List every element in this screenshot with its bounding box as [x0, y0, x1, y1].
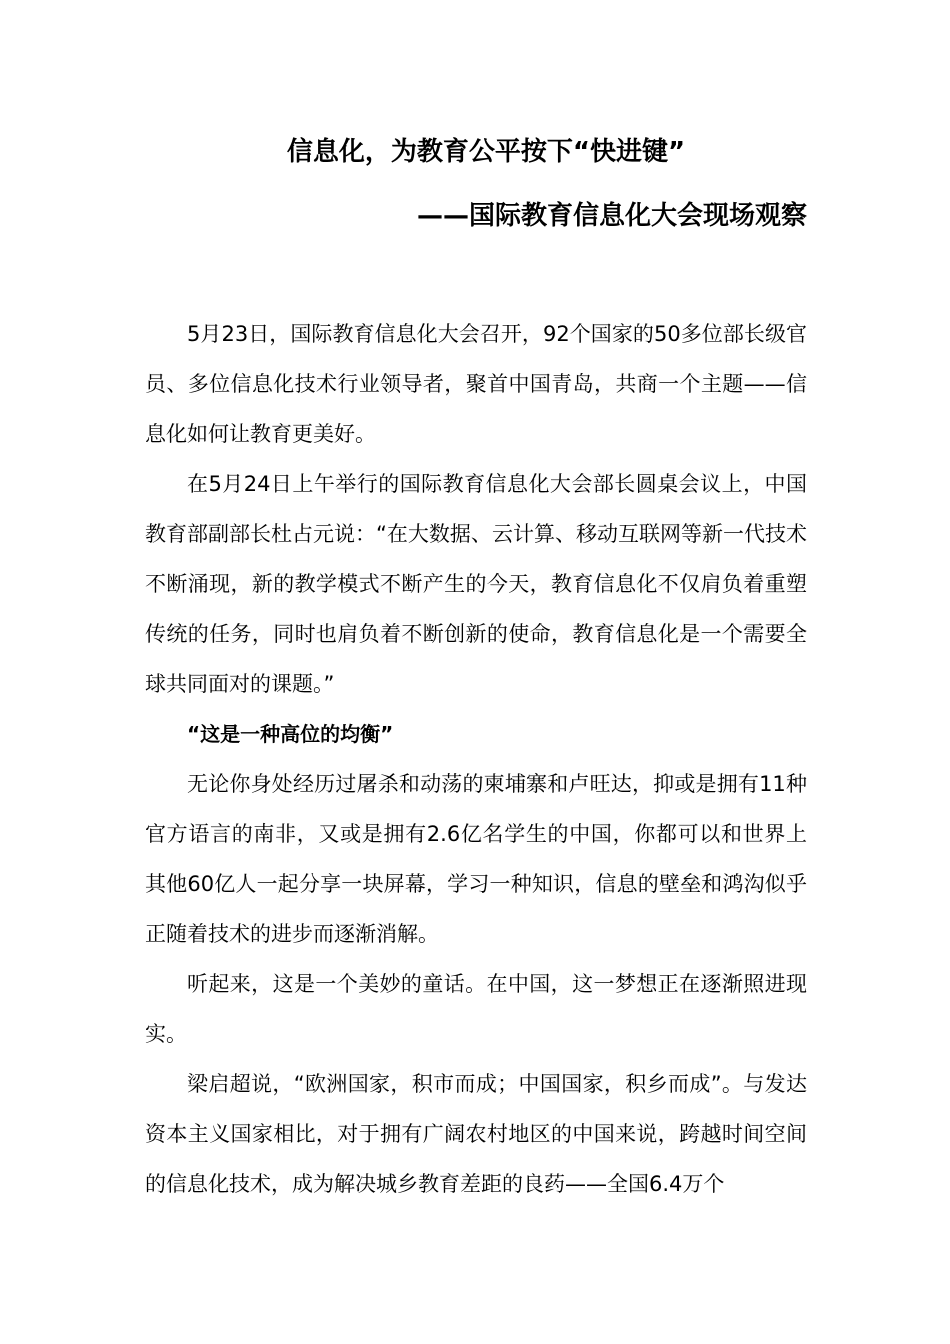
- body-paragraph: 无论你身处经历过屠杀和动荡的柬埔寨和卢旺达，抑或是拥有11种官方语言的南非，又或是拥有2.6亿名学生的中国，你都可以和世界上其他60亿人一起分享一块屏幕，学习一种知识，信息的壁垒和鸿沟似乎正随着技术的进步而逐渐消解。: [145, 772, 807, 946]
- body-paragraph: 听起来，这是一个美妙的童话。在中国，这一梦想正在逐渐照进现实。: [145, 972, 807, 1046]
- document-body: [145, 309, 807, 1209]
- body-paragraph: 5月23日，国际教育信息化大会召开，92个国家的50多位部长级官员、多位信息化技术行业领导者，聚首中国青岛，共商一个主题——信息化如何让教育更美好。: [145, 322, 807, 446]
- body-paragraph: 梁启超说，“欧洲国家，积市而成；中国国家，积乡而成”。与发达资本主义国家相比，对于拥有广阔农村地区的中国来说，跨越时间空间的信息化技术，成为解决城乡教育差距的良药——全国6.4万个: [145, 1072, 807, 1196]
- document-title: 信息化，为教育公平按下“快进键”: [286, 137, 686, 167]
- document-subtitle: ——国际教育信息化大会现场观察: [416, 201, 807, 231]
- section-heading: “这是一种高位的均衡”: [187, 722, 394, 746]
- body-paragraph: 在5月24日上午举行的国际教育信息化大会部长圆桌会议上，中国教育部副部长杜占元说：“在大数据、云计算、移动互联网等新一代技术不断涌现，新的教学模式不断产生的今天，教育信息化不仅肩负着重塑传统的任务，同时也肩负着不断创新的使命，教育信息化是一个需要全球共同面对的课题。”: [145, 472, 807, 696]
